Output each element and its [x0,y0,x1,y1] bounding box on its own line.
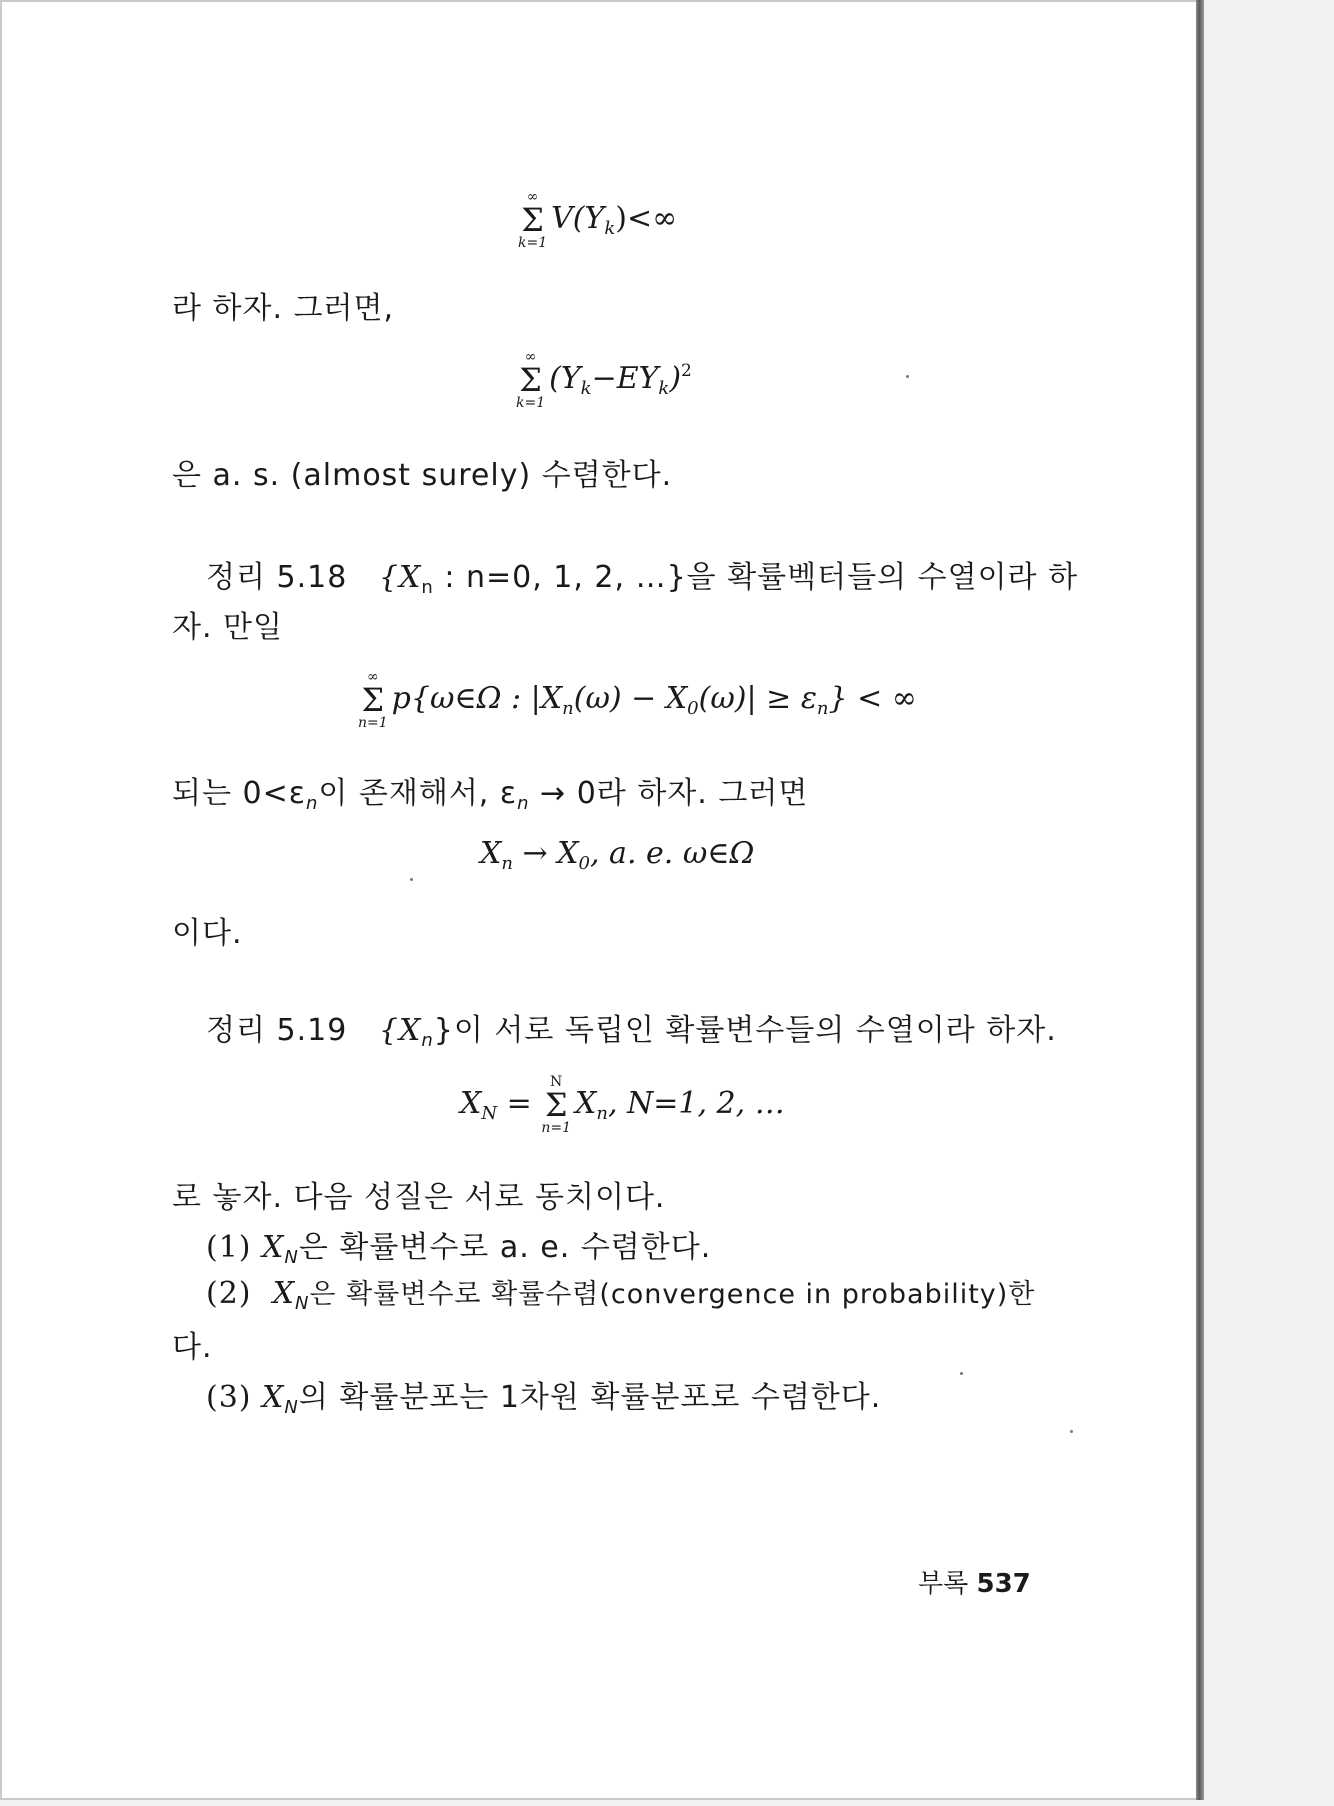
appendix-label: 부록 [918,1569,969,1599]
eq3-part-b: (ω) − X [573,681,688,716]
thm519-sub: n [421,1030,434,1051]
item-variable: X [262,1380,285,1415]
line3-sub-a: n [305,793,319,814]
equation-sum-squared-deviation [516,350,692,410]
page-number: 537 [976,1569,1031,1599]
eq5-equals: = [497,1086,542,1121]
item-variable-sub: N [284,1247,299,1268]
item-variable-sub: N [284,1397,299,1418]
eq3-part-c: (ω)| ≥ ε [698,681,817,716]
thm518-sub: n [421,577,434,598]
eq2-exponent: 2 [681,361,692,381]
eq5-lhs: X [460,1086,482,1121]
eq4-part-a: X [480,836,502,871]
scan-speck [1070,1430,1073,1433]
scan-margin [1204,0,1334,1806]
summation-symbol: ∞ Σ k=1 [516,349,546,411]
sum-lower-limit: n=1 [541,1120,571,1136]
thm519-part-a: {X [378,1013,422,1048]
theorem-5-19-line [206,1005,1057,1051]
list-item-continuation: 다. [172,1330,213,1365]
eq3-sub-a: n [562,698,574,719]
sum-lower-limit: n=1 [358,715,388,731]
eq2-sub-a: k [580,378,592,399]
eq5-tail: , N=1, 2, … [607,1086,785,1121]
eq2-sub-b: k [658,378,670,399]
page-footer [918,1563,1031,1600]
item-number: (3) [206,1380,252,1415]
eq4-sub-a: n [501,853,513,874]
eq2-part-a: (Y [549,361,581,396]
theorem-label: 정리 5.19 [206,1013,348,1048]
equation-partial-sum [460,1075,785,1135]
equation-borel-cantelli [358,670,917,730]
item-number: (1) [206,1230,252,1265]
item-variable: X [272,1276,295,1311]
text-line-equivalent: 로 놓자. 다음 성질은 서로 동치이다. [172,1180,666,1215]
item-variable: X [262,1230,285,1265]
list-item [206,1222,711,1268]
eq2-part-b: −EY [591,361,659,396]
line3-part-b: 이 존재해서, ε [318,776,518,811]
eq3-sub-c: n [816,698,829,719]
summation-symbol: ∞ Σ n=1 [358,669,388,731]
eq4-sub-b: 0 [578,853,590,874]
eq4-part-b: → X [512,836,579,871]
page-edge-shadow [1196,0,1204,1800]
theorem-5-18-continuation: 자. 만일 [172,610,284,645]
summation-symbol: N Σ n=1 [541,1074,571,1136]
text-line-then: 라 하자. 그러면, [172,291,395,326]
eq3-part-d: } < ∞ [828,681,917,716]
equation-sum-variance [518,190,677,250]
eq5-body: X [574,1086,597,1121]
eq3-part-a: p{ω∈Ω : |X [391,681,563,716]
eq2-part-c: ) [669,361,682,396]
list-item [206,1372,881,1418]
sum-lower-limit: k=1 [516,395,546,411]
eq1-subscript: k [604,218,616,239]
item-variable-sub: N [294,1293,310,1314]
list-item [206,1272,1035,1314]
line3-sub-b: n [517,793,530,814]
sum-upper-limit: ∞ [526,189,539,205]
scan-speck [906,375,909,378]
sum-upper-limit: N [550,1074,563,1090]
thm518-part-a: {X [378,560,422,595]
item-text: 의 확률분포는 1차원 확률분포로 수렴한다. [298,1380,882,1415]
theorem-5-18-line [206,552,1078,598]
line3-part-c: → 0라 하자. 그러면 [529,776,809,811]
eq5-body-sub: n [596,1103,608,1124]
item-number: (2) [206,1276,252,1311]
eq1-body: V(Y [551,201,605,236]
sum-lower-limit: k=1 [518,235,548,251]
summation-symbol: ∞ Σ k=1 [518,189,548,251]
scan-speck [960,1372,963,1375]
eq3-sub-b: 0 [687,698,699,719]
text-line-converges: 은 a. s. (almost surely) 수렴한다. [172,458,673,493]
eq5-lhs-sub: N [481,1103,498,1124]
item-text: 은 확률변수로 확률수렴(convergence in probability)한 [309,1279,1036,1310]
eq4-part-c: , a. e. ω∈Ω [589,836,755,871]
eq1-tail: )<∞ [615,201,678,236]
theorem-label: 정리 5.18 [206,560,348,595]
text-line-is: 이다. [172,916,243,951]
thm519-part-b: }이 서로 독립인 확률변수들의 수열이라 하자. [433,1013,1057,1048]
line3-part-a: 되는 0<ε [172,776,306,811]
item-text: 은 확률변수로 a. e. 수렴한다. [298,1230,712,1265]
equation-ae-convergence [480,836,754,874]
sum-upper-limit: ∞ [524,349,537,365]
thm518-part-b: : n=0, 1, 2, …}을 확률벡터들의 수열이라 하 [433,560,1079,595]
text-line-exists [172,768,808,814]
sum-upper-limit: ∞ [366,669,379,685]
scan-speck [410,878,413,881]
